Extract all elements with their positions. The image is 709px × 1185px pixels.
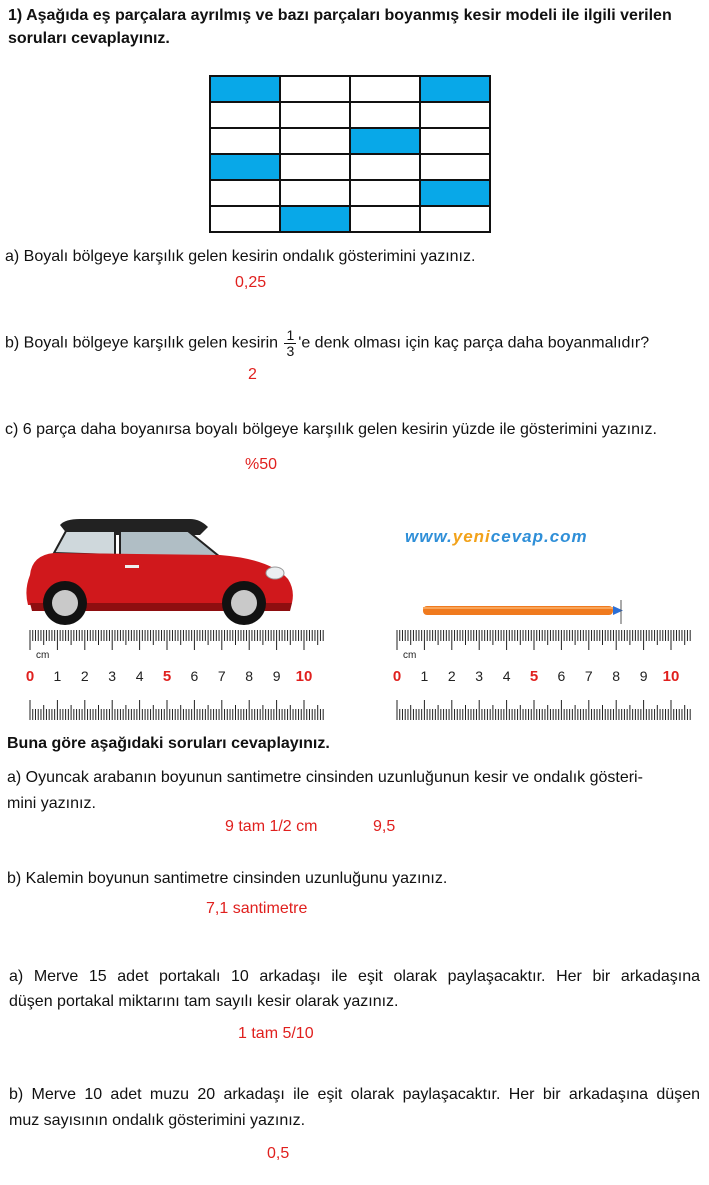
pencil-illustration <box>395 598 685 624</box>
grid-cell <box>419 127 491 155</box>
ruler-number: 8 <box>245 668 254 684</box>
question-1b <box>5 328 649 359</box>
watermark-prefix: www. <box>405 527 453 546</box>
grid-cell-shaded <box>419 75 491 103</box>
grid-cell <box>349 101 421 129</box>
ruler-number: 10 <box>662 668 680 685</box>
section2-intro: Buna göre aşağıdaki soruları cevaplayınız. <box>7 735 330 752</box>
answer-2b: 7,1 santimetre <box>206 900 308 917</box>
grid-cell <box>279 179 351 207</box>
grid-cell <box>419 101 491 129</box>
grid-cell <box>349 75 421 103</box>
grid-cell <box>279 101 351 129</box>
ruler-number: 7 <box>217 668 226 684</box>
question-2b: b) Kalemin boyunun santimetre cinsinden uzunluğunu yazınız. <box>7 870 448 887</box>
grid-cell <box>349 205 421 233</box>
fraction-one-third <box>284 328 296 359</box>
ruler-number: 5 <box>162 668 172 685</box>
toy-car-illustration <box>20 515 320 625</box>
ruler-number: 0 <box>392 668 402 685</box>
grid-cell <box>209 205 281 233</box>
ruler-number: 6 <box>557 668 566 684</box>
question-2a-line1: a) Oyuncak arabanın boyunun santimetre cinsinden uzunluğunun kesir ve ondalık gösteri- <box>7 769 643 786</box>
ruler-number: 2 <box>80 668 89 684</box>
question-1b-prefix: b) Boyalı bölgeye karşılık gelen kesirin <box>5 334 279 352</box>
ruler-number: 2 <box>447 668 456 684</box>
grid-cell <box>209 101 281 129</box>
answer-1a: 0,25 <box>235 274 267 291</box>
grid-cell-shaded <box>279 205 351 233</box>
question-3b-line2: muz sayısının ondalık gösterimini yazınız. <box>9 1112 306 1129</box>
ruler-unit-label: cm <box>36 650 50 661</box>
grid-cell-shaded <box>419 179 491 207</box>
ruler-number: 4 <box>502 668 511 684</box>
ruler-number: 5 <box>529 668 539 685</box>
ruler-unit-label: cm <box>403 650 417 661</box>
fraction-model-grid <box>209 75 491 232</box>
ruler-number: 8 <box>612 668 621 684</box>
answer-3a: 1 tam 5/10 <box>238 1025 314 1042</box>
grid-cell <box>209 179 281 207</box>
grid-cell <box>349 179 421 207</box>
fraction-denominator: 3 <box>286 343 295 359</box>
question-1b-suffix: 'e denk olması için kaç parça daha boyanmalıdır? <box>298 334 650 352</box>
ruler-number: 10 <box>295 668 313 685</box>
ruler-number: 9 <box>272 668 281 684</box>
grid-cell <box>279 127 351 155</box>
ruler-number: 3 <box>475 668 484 684</box>
grid-cell <box>349 153 421 181</box>
grid-cell <box>419 205 491 233</box>
ruler-pencil <box>392 625 692 725</box>
answer-2a-decimal: 9,5 <box>373 818 396 835</box>
question-1a: a) Boyalı bölgeye karşılık gelen kesirin ondalık gösterimini yazınız. <box>5 248 476 265</box>
grid-cell-shaded <box>209 153 281 181</box>
watermark <box>405 527 588 547</box>
ruler-car <box>25 625 325 725</box>
answer-1c: %50 <box>245 456 278 473</box>
answer-2a-fraction: 9 tam 1/2 cm <box>225 818 318 835</box>
ruler-number: 9 <box>639 668 648 684</box>
ruler-number: 4 <box>135 668 144 684</box>
ruler-number: 1 <box>53 668 62 684</box>
fraction-numerator: 1 <box>286 327 295 343</box>
ruler-number: 1 <box>420 668 429 684</box>
grid-cell-shaded <box>209 75 281 103</box>
ruler-number: 0 <box>25 668 35 685</box>
ruler-number: 7 <box>584 668 593 684</box>
grid-cell <box>209 127 281 155</box>
question-1c: c) 6 parça daha boyanırsa boyalı bölgeye karşılık gelen kesirin yüzde ile gösterimini yazınız. <box>5 421 657 438</box>
watermark-suffix: cevap.com <box>490 527 588 546</box>
answer-3b: 0,5 <box>267 1145 290 1162</box>
ruler-number: 3 <box>108 668 117 684</box>
question-3a-line1: a) Merve 15 adet portakalı 10 arkadaşı ile eşit olarak paylaşacaktır. Her bir arkadaşına <box>9 968 700 985</box>
question-3a-line2: düşen portakal miktarını tam sayılı kesir olarak yazınız. <box>9 993 399 1010</box>
grid-cell <box>419 153 491 181</box>
section1-title: 1) Aşağıda eş parçalara ayrılmış ve bazı parçaları boyanmış kesir modeli ile ilgili verilen soruları cevaplayınız. <box>8 7 672 47</box>
grid-cell <box>279 153 351 181</box>
answer-1b: 2 <box>248 366 257 383</box>
grid-cell <box>279 75 351 103</box>
ruler-number: 6 <box>190 668 199 684</box>
grid-cell-shaded <box>349 127 421 155</box>
watermark-highlight: yeni <box>452 527 491 546</box>
question-2a-line2: mini yazınız. <box>7 795 96 812</box>
question-3b-line1: b) Merve 10 adet muzu 20 arkadaşı ile eşit olarak paylaşacaktır. Her bir arkadaşına düşen <box>9 1086 700 1103</box>
